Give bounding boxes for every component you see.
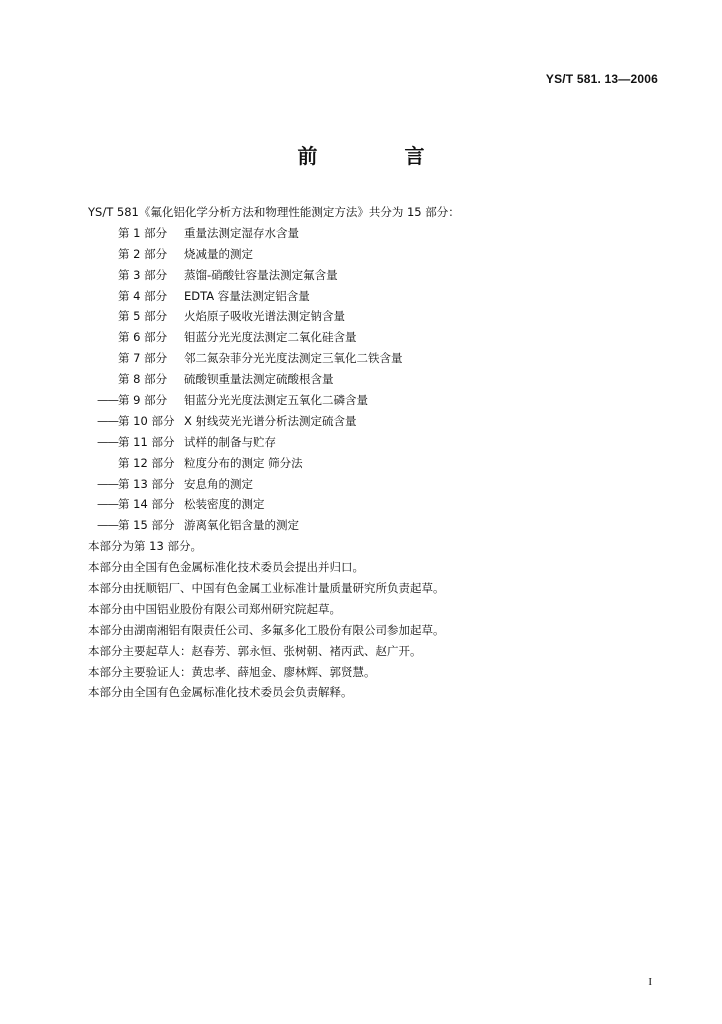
- statement-line: 本部分主要起草人：赵春芳、郭永恒、张树朝、褚丙武、赵广开。: [88, 643, 422, 658]
- statements-list: [88, 536, 648, 703]
- part-title: 硫酸钡重量法测定硫酸根含量: [184, 372, 334, 387]
- part-number: 第 15 部分: [118, 518, 175, 533]
- part-number: 第 7 部分: [118, 351, 168, 366]
- part-title: 钼蓝分光光度法测定五氧化二磷含量: [184, 393, 368, 408]
- part-number: 第 5 部分: [118, 309, 168, 324]
- part-title: 烧减量的测定: [184, 246, 253, 261]
- part-title: 邻二氮杂菲分光光度法测定三氧化二铁含量: [184, 351, 403, 366]
- part-list-item: [88, 244, 648, 265]
- part-number: 第 1 部分: [118, 225, 168, 240]
- part-title: 钼蓝分光光度法测定二氧化硅含量: [184, 330, 357, 345]
- part-dash-prefix: ——: [97, 518, 118, 533]
- part-title: 安息角的测定: [184, 476, 253, 491]
- part-list-item: [88, 223, 648, 244]
- part-number: 第 6 部分: [118, 330, 168, 345]
- part-number: 第 4 部分: [118, 288, 168, 303]
- statement-line: 本部分主要验证人：黄忠孝、薛旭金、廖林辉、郭贤慧。: [88, 664, 376, 679]
- part-list-item: [88, 411, 648, 432]
- part-number: 第 8 部分: [118, 372, 168, 387]
- part-list-item: [88, 286, 648, 307]
- part-list-item: [88, 327, 648, 348]
- document-code: YS/T 581. 13—2006: [545, 72, 658, 86]
- part-number: 第 9 部分: [118, 393, 168, 408]
- statement-line: 本部分由全国有色金属标准化技术委员会负责解释。: [88, 685, 353, 700]
- part-number: 第 2 部分: [118, 246, 168, 261]
- statement-line: 本部分由中国铝业股份有限公司郑州研究院起草。: [88, 601, 341, 616]
- part-list-item: [88, 494, 648, 515]
- part-list-item: [88, 265, 648, 286]
- part-number: 第 13 部分: [118, 476, 175, 491]
- part-title: 火焰原子吸收光谱法测定钠含量: [184, 309, 345, 324]
- part-list-item: [88, 453, 648, 474]
- part-number: 第 14 部分: [118, 497, 175, 512]
- part-list-item: [88, 432, 648, 453]
- part-title: X 射线荧光光谱分析法测定硫含量: [184, 413, 357, 428]
- part-list-item: [88, 369, 648, 390]
- part-title: 松装密度的测定: [184, 497, 265, 512]
- part-dash-prefix: ——: [97, 413, 118, 428]
- statement-line: 本部分为第 13 部分。: [88, 539, 202, 554]
- parts-list: [88, 223, 648, 536]
- part-list-item: [88, 474, 648, 495]
- part-number: 第 11 部分: [118, 434, 175, 449]
- part-dash-prefix: ——: [97, 434, 118, 449]
- part-number: 第 3 部分: [118, 267, 168, 282]
- intro-paragraph: YS/T 581《氟化铝化学分析方法和物理性能测定方法》共分为 15 部分：: [88, 205, 460, 219]
- part-list-item: [88, 348, 648, 369]
- foreword-body: [88, 202, 648, 703]
- part-title: 粒度分布的测定 筛分法: [184, 455, 303, 470]
- part-dash-prefix: ——: [97, 497, 118, 512]
- statement-line: 本部分由湖南湘铝有限责任公司、多氟多化工股份有限公司参加起草。: [88, 622, 445, 637]
- page-title: 前 言: [297, 144, 465, 168]
- part-title: 重量法测定湿存水含量: [184, 225, 299, 240]
- part-number: 第 12 部分: [118, 455, 175, 470]
- part-list-item: [88, 390, 648, 411]
- part-number: 第 10 部分: [118, 413, 175, 428]
- part-dash-prefix: ——: [97, 393, 118, 408]
- part-list-item: [88, 306, 648, 327]
- part-list-item: [88, 515, 648, 536]
- part-title: 试样的制备与贮存: [184, 434, 276, 449]
- part-title: 蒸馏-硝酸钍容量法测定氟含量: [184, 267, 338, 282]
- part-title: EDTA 容量法测定铝含量: [184, 288, 310, 303]
- part-dash-prefix: ——: [97, 476, 118, 491]
- statement-line: 本部分由抚顺铝厂、中国有色金属工业标准计量质量研究所负责起草。: [88, 581, 445, 596]
- part-title: 游离氧化铝含量的测定: [184, 518, 299, 533]
- page-number: I: [648, 976, 652, 988]
- statement-line: 本部分由全国有色金属标准化技术委员会提出并归口。: [88, 560, 364, 575]
